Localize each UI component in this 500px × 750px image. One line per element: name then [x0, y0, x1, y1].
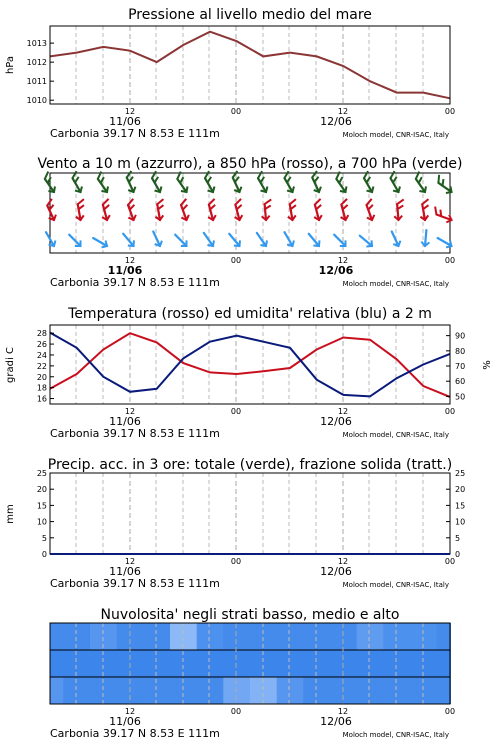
temp-date-label: 12/06 — [320, 415, 352, 428]
wind-barb-850hPa — [285, 199, 299, 221]
cloud-x-tick-label: 12 — [337, 707, 349, 716]
cloud-cell — [197, 623, 225, 650]
wind-barb-850hPa — [418, 199, 432, 221]
cloud-cell — [50, 623, 64, 650]
wind-date-label: 12/06 — [318, 264, 354, 277]
pressure-y-tick-label: 1011 — [26, 77, 47, 87]
pressure-credit-label: Moloch model, CNR-ISAC, Italy — [342, 131, 449, 139]
cloud-cell — [250, 623, 278, 650]
wind-barb-850hPa-feather — [340, 199, 348, 205]
cloud-cell — [90, 677, 118, 704]
wind-location-label: Carbonia 39.17 N 8.53 E 111m — [50, 276, 220, 289]
wind-barb-10m — [254, 231, 270, 249]
cloud-cell — [410, 623, 438, 650]
wind-barb-700hPa — [385, 171, 405, 194]
cloud-cell — [303, 623, 331, 650]
temp-x-tick-label: 12 — [124, 407, 136, 416]
wind-barb-10m — [150, 230, 164, 248]
precip-right-y2-tick-label: 0 — [455, 550, 461, 559]
precip-right-y2-tick-label: 10 — [455, 517, 466, 527]
precip-title: Precip. acc. in 3 ore: totale (verde), frazione solida (tratt.) — [47, 457, 453, 473]
wind-barb-850hPa — [310, 199, 326, 221]
cloud-cell — [383, 677, 411, 704]
wind-barb-10m-shaft — [425, 230, 426, 246]
precip-y-tick-label: 20 — [36, 485, 47, 495]
cloud-cell — [170, 650, 198, 677]
precip-x-tick-label: 12 — [124, 557, 136, 566]
wind-barb-10m — [388, 230, 402, 248]
precip-x-tick-label: 00 — [230, 557, 242, 566]
cloud-cell — [223, 677, 251, 704]
wind-barb-700hPa — [410, 172, 430, 195]
precip-x-tick-label: 00 — [444, 557, 456, 566]
temperature-series-line — [50, 333, 450, 397]
cloud-cell — [437, 650, 451, 677]
cloud-x-tick-label: 12 — [124, 707, 136, 716]
precip-x-tick-label: 12 — [337, 557, 349, 566]
precip-y-axis-label: mm — [5, 504, 16, 524]
cloud-cell — [277, 677, 305, 704]
wind-barb-10m — [306, 231, 322, 248]
rh-y-axis-label: % — [482, 360, 493, 370]
wind-barb-850hPa-shaft — [265, 204, 266, 220]
wind-x-tick-label: 12 — [337, 256, 349, 265]
temp-x-tick-label: 00 — [444, 407, 456, 416]
precip-right-y2-tick-label: 15 — [455, 501, 466, 511]
cloud-cell — [250, 650, 278, 677]
wind-barb-10m — [120, 231, 136, 248]
pressure-date-label: 12/06 — [320, 115, 352, 128]
rh-y2-tick-label: 60 — [455, 377, 466, 387]
wind-barb-10m-shaft — [175, 235, 186, 246]
wind-barb-850hPa-feather — [397, 199, 404, 204]
cloud-credit-label: Moloch model, CNR-ISAC, Italy — [342, 731, 449, 739]
temp-frame — [50, 325, 450, 404]
cloud-cell — [117, 650, 145, 677]
rh-y2-tick-label: 50 — [455, 392, 466, 402]
cloud-cell — [277, 650, 305, 677]
cloud-x-tick-label: 00 — [230, 707, 242, 716]
temp-x-tick-label: 00 — [230, 407, 242, 416]
wind-barb-850hPa-feather — [289, 199, 297, 204]
pressure-series-line — [50, 32, 450, 99]
pressure-y-tick-label: 1012 — [26, 58, 47, 68]
cloud-cell — [170, 623, 198, 650]
wind-barb-700hPa — [433, 175, 456, 195]
wind-date-label: 11/06 — [107, 264, 143, 277]
wind-barb-10m-shaft — [204, 233, 213, 246]
precip-date-label: 12/06 — [320, 565, 352, 578]
temp-y-tick-label: 24 — [36, 350, 47, 360]
wind-barb-10m-shaft — [229, 234, 239, 246]
temp-y-axis-label: gradi C — [5, 347, 16, 383]
wind-barb-10m — [331, 232, 348, 249]
temp-title: Temperatura (rosso) ed umidita' relativa (blu) a 2 m — [68, 306, 432, 322]
wind-barb-850hPa — [431, 207, 454, 224]
wind-barb-850hPa — [204, 199, 220, 221]
cloud-cell — [330, 650, 358, 677]
temp-y-tick-label: 28 — [36, 329, 47, 339]
wind-barb-10m-shaft — [257, 233, 266, 246]
wind-barb-850hPa-feather — [180, 199, 188, 205]
precip-y-tick-label: 10 — [36, 517, 47, 527]
cloud-cell — [143, 623, 171, 650]
wind-barb-10m-shaft — [309, 234, 319, 246]
wind-barb-850hPa-feather — [264, 199, 271, 204]
pressure-x-tick-label: 00 — [444, 107, 456, 116]
wind-barb-700hPa — [227, 171, 245, 194]
wind-x-tick-label: 12 — [124, 256, 136, 265]
wind-barb-850hPa — [260, 199, 273, 220]
cloud-cell — [197, 650, 225, 677]
cloud-cell — [50, 677, 64, 704]
wind-title: Vento a 10 m (azzurro), a 850 hPa (rosso), a 700 hPa (verde) — [37, 156, 463, 172]
wind-barb-850hPa — [73, 199, 87, 221]
temp-y-tick-label: 18 — [36, 383, 47, 393]
wind-barb-850hPa-shaft — [397, 204, 398, 220]
precip-y-tick-label: 5 — [41, 533, 47, 543]
precip-location-label: Carbonia 39.17 N 8.53 E 111m — [50, 577, 220, 590]
cloud-cell — [357, 623, 385, 650]
cloud-cell — [277, 623, 305, 650]
cloud-cell — [303, 677, 331, 704]
wind-barb-700hPa — [359, 171, 379, 194]
pressure-y-axis-label: hPa — [5, 55, 16, 75]
wind-x-tick-label: 00 — [444, 256, 456, 265]
cloud-cell — [223, 650, 251, 677]
temp-y-tick-label: 22 — [36, 361, 47, 371]
temp-y-tick-label: 26 — [36, 340, 47, 350]
humidity-series-line — [50, 333, 450, 397]
precip-right-y2-tick-label: 5 — [455, 533, 461, 543]
wind-barb-10m-shaft — [123, 234, 133, 246]
wind-barb-700hPa — [172, 172, 192, 195]
wind-barb-850hPa — [336, 199, 352, 221]
cloud-location-label: Carbonia 39.17 N 8.53 E 111m — [50, 727, 220, 740]
pressure-location-label: Carbonia 39.17 N 8.53 E 111m — [50, 127, 220, 140]
wind-barb-850hPa — [98, 199, 114, 221]
wind-barb-700hPa — [39, 172, 59, 195]
cloud-cell — [90, 650, 118, 677]
pressure-title: Pressione al livello medio del mare — [128, 7, 372, 23]
cloud-cell — [383, 650, 411, 677]
cloud-cell — [90, 623, 118, 650]
wind-barb-850hPa — [361, 199, 378, 222]
wind-barb-10m — [172, 232, 189, 249]
cloud-cell — [410, 650, 438, 677]
cloud-cell — [197, 677, 225, 704]
wind-x-tick-label: 00 — [230, 256, 242, 265]
precip-right-y2-tick-label: 20 — [455, 485, 466, 495]
cloud-cell — [437, 677, 451, 704]
cloud-x-tick-label: 00 — [444, 707, 456, 716]
temp-location-label: Carbonia 39.17 N 8.53 E 111m — [50, 427, 220, 440]
cloud-cell — [50, 650, 64, 677]
wind-barb-700hPa — [331, 172, 351, 195]
temp-y-tick-label: 20 — [36, 372, 47, 382]
temp-date-label: 11/06 — [109, 415, 141, 428]
pressure-y-tick-label: 1010 — [26, 96, 47, 106]
rh-y2-tick-label: 90 — [455, 331, 466, 341]
pressure-frame — [50, 26, 450, 104]
wind-barb-10m — [436, 235, 454, 250]
wind-barb-850hPa-feather — [157, 199, 165, 204]
cloud-cell — [117, 623, 145, 650]
cloud-cell — [357, 650, 385, 677]
wind-barb-10m-shaft — [69, 235, 80, 246]
wind-barb-10m — [357, 233, 374, 249]
cloud-cell — [437, 623, 451, 650]
cloud-cell — [63, 623, 91, 650]
cloud-cell — [250, 677, 278, 704]
cloud-cell — [330, 623, 358, 650]
precip-y-tick-label: 0 — [41, 550, 47, 559]
cloud-date-label: 12/06 — [320, 715, 352, 728]
wind-barb-10m-shaft — [334, 235, 345, 246]
pressure-x-tick-label: 12 — [124, 107, 136, 116]
cloud-cell — [117, 677, 145, 704]
wind-barb-700hPa-feather — [435, 175, 442, 183]
cloud-cell — [143, 650, 171, 677]
cloud-cell — [330, 677, 358, 704]
cloud-cell — [357, 677, 385, 704]
wind-barb-10m — [201, 231, 217, 249]
wind-barb-850hPa-feather — [314, 199, 322, 205]
temp-x-tick-label: 12 — [337, 407, 349, 416]
cloud-title: Nuvolosita' negli strati basso, medio e alto — [100, 607, 400, 623]
pressure-x-tick-label: 00 — [230, 107, 242, 116]
wind-barb-10m — [91, 235, 109, 250]
cloud-cell — [170, 677, 198, 704]
rh-y2-tick-label: 80 — [455, 346, 466, 356]
wind-barb-10m — [421, 230, 430, 247]
wind-barb-10m — [226, 231, 242, 248]
cloud-cell — [223, 623, 251, 650]
precip-frame — [50, 473, 450, 554]
wind-barb-850hPa-feather — [234, 199, 242, 205]
pressure-date-label: 11/06 — [109, 115, 141, 128]
wind-barb-850hPa — [230, 199, 246, 221]
cloud-cell — [143, 677, 171, 704]
cloud-cell — [63, 650, 91, 677]
wind-barb-10m — [66, 232, 83, 249]
wind-barb-700hPa — [121, 171, 139, 194]
rh-y2-tick-label: 70 — [455, 362, 466, 372]
wind-frame — [50, 173, 450, 253]
precip-y-tick-label: 15 — [36, 501, 47, 511]
wind-barb-850hPa — [393, 199, 406, 220]
wind-barb-700hPa — [67, 171, 87, 194]
cloud-cell — [410, 677, 438, 704]
wind-barb-850hPa-feather — [127, 199, 135, 205]
precip-right-y2-tick-label: 25 — [455, 469, 466, 478]
cloud-cell — [383, 623, 411, 650]
precip-y-tick-label: 25 — [36, 469, 47, 478]
cloud-cell — [63, 677, 91, 704]
precip-date-label: 11/06 — [109, 565, 141, 578]
temp-y-tick-label: 16 — [36, 394, 47, 404]
wind-barb-850hPa-feather — [77, 199, 85, 204]
wind-credit-label: Moloch model, CNR-ISAC, Italy — [342, 280, 449, 288]
temp-credit-label: Moloch model, CNR-ISAC, Italy — [342, 431, 449, 439]
wind-barb-700hPa-feather — [43, 172, 51, 179]
cloud-date-label: 11/06 — [109, 715, 141, 728]
wind-barb-10m-shaft — [360, 236, 372, 246]
wind-barb-850hPa — [123, 199, 140, 222]
pressure-x-tick-label: 12 — [337, 107, 349, 116]
precip-credit-label: Moloch model, CNR-ISAC, Italy — [342, 581, 449, 589]
wind-barb-850hPa — [42, 199, 60, 222]
wind-barb-700hPa — [253, 171, 273, 194]
wind-barb-700hPa — [92, 172, 112, 195]
wind-barb-850hPa — [176, 199, 193, 222]
wind-barb-850hPa-feather — [433, 207, 439, 215]
cloud-cell — [303, 650, 331, 677]
wind-barb-850hPa — [153, 199, 167, 221]
pressure-y-tick-label: 1013 — [26, 39, 47, 49]
